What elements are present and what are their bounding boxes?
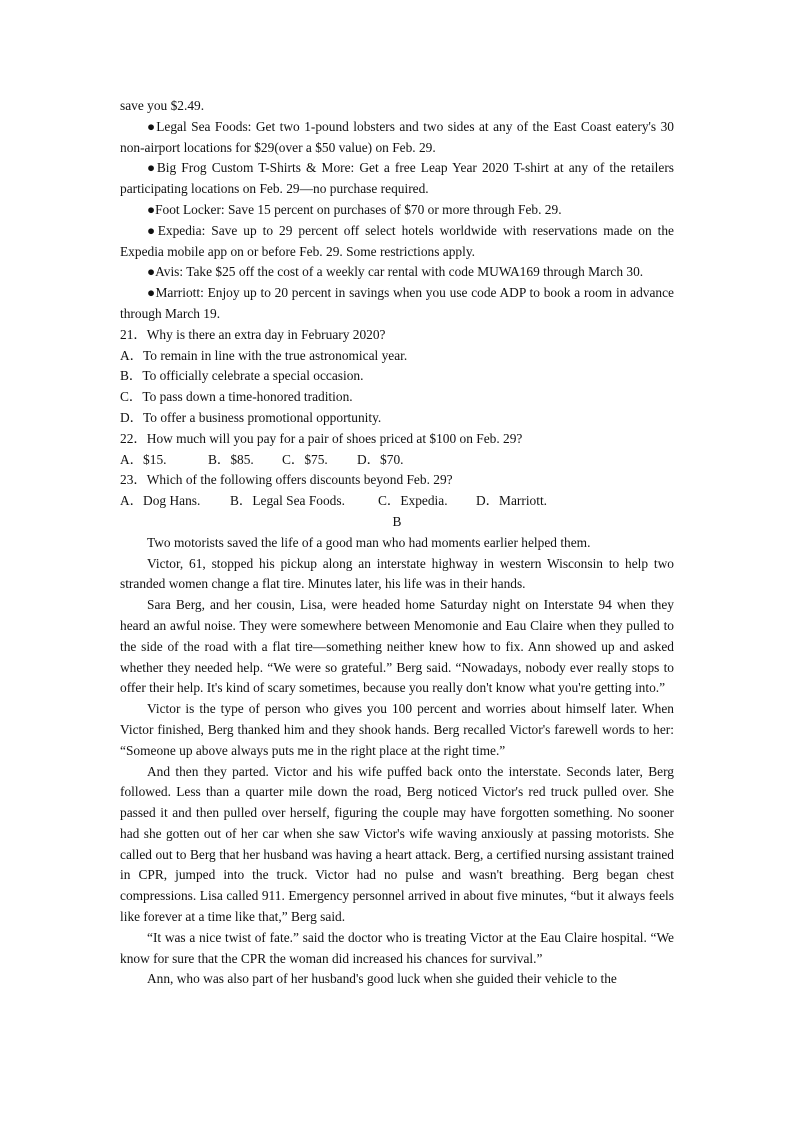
question-23-options bbox=[120, 491, 674, 512]
passage-paragraph: Ann, who was also part of her husband's good luck when she guided their vehicle to the bbox=[147, 971, 617, 987]
question-21-stem: 21．Why is there an extra day in February 2020? bbox=[120, 326, 386, 342]
passage-paragraph: Victor, 61, stopped his pickup along an interstate highway in western Wisconsin to help two stranded women change a flat tire. Minutes later, his life was in their hands. bbox=[120, 555, 674, 592]
section-b-heading: B bbox=[392, 513, 402, 529]
question-22-options bbox=[120, 450, 674, 471]
passage-paragraph: Victor is the type of person who gives you 100 percent and worries about himself later. When Victor finished, Berg thanked him and they shook hands. Berg recalled Victor's farewell words to her: “Someone up above always puts me in the right place at the right time.” bbox=[120, 701, 674, 758]
offer-legal-sea-foods: ●Legal Sea Foods: Get two 1-pound lobsters and two sides at any of the East Coast eatery's 30 non-airport locations for $29(over a $50 value) on Feb. 29. bbox=[120, 118, 674, 155]
passage-paragraph: Sara Berg, and her cousin, Lisa, were headed home Saturday night on Interstate 94 when they heard an awful noise. They were somewhere between Menomonie and Eau Claire when they pulled to the side of the road with a flat tire—something neither knew how to fix. Ann showed up and asked whether they needed help. “We were so grateful.” Berg said. “Nowadays, nobody ever really stops to offer their help. It's kind of scary sometimes, because you really don't know what you're getting into.” bbox=[120, 597, 674, 696]
question-23-option-c: C．Expedia. bbox=[378, 493, 448, 509]
passage-paragraph: Two motorists saved the life of a good man who had moments earlier helped them. bbox=[147, 534, 591, 550]
question-22-option-d: D．$70. bbox=[357, 451, 404, 467]
question-22-stem: 22．How much will you pay for a pair of shoes priced at $100 on Feb. 29? bbox=[120, 430, 523, 446]
question-23-stem: 23．Which of the following offers discounts beyond Feb. 29? bbox=[120, 472, 453, 488]
offer-big-frog: ●Big Frog Custom T-Shirts & More: Get a free Leap Year 2020 T-shirt at any of the retailers participating locations on Feb. 29—no purchase required. bbox=[120, 160, 674, 197]
question-21-option-d: D．To offer a business promotional opportunity. bbox=[120, 409, 382, 425]
offer-foot-locker: ●Foot Locker: Save 15 percent on purchases of $70 or more through Feb. 29. bbox=[147, 201, 562, 217]
question-21-option-b: B．To officially celebrate a special occasion. bbox=[120, 368, 364, 384]
question-22-option-c: C．$75. bbox=[282, 451, 328, 467]
question-22-option-a: A．$15. bbox=[120, 451, 167, 467]
lead-line: save you $2.49. bbox=[120, 98, 205, 113]
question-23-option-d: D．Marriott. bbox=[476, 493, 548, 509]
offer-marriott: ●Marriott: Enjoy up to 20 percent in savings when you use code ADP to book a room in advance through March 19. bbox=[120, 285, 674, 321]
offer-avis: ●Avis: Take $25 off the cost of a weekly car rental with code MUWA169 through March 30. bbox=[147, 264, 644, 280]
passage-paragraph: “It was a nice twist of fate.” said the doctor who is treating Victor at the Eau Claire hospital. “We know for sure that the CPR the woman did increased his chances for survival.” bbox=[120, 929, 674, 966]
question-22-option-b: B．$85. bbox=[208, 451, 254, 467]
question-23-option-a: A．Dog Hans. bbox=[120, 493, 201, 509]
document-page bbox=[120, 96, 674, 990]
passage-paragraph: And then they parted. Victor and his wife puffed back onto the interstate. Seconds later, Berg followed. Less than a quarter mile down the road, Berg noticed Victor's red truck pulled over. She passed it and then pulled over herself, figuring the couple may have forgotten something. No sooner had she gotten out of her car when she saw Victor's wife waving anxiously at passing motorists. She called out to Berg that her husband was having a heart attack. Berg, a certified nursing assistant trained in CPR, jumped into the truck. Victor had no pulse and wasn't breathing. Berg began chest compressions. Lisa called 911. Emergency personnel arrived in about five minutes, “but it always feels like forever at a time like that,” Berg said. bbox=[120, 763, 674, 925]
question-21-option-c: C．To pass down a time-honored tradition. bbox=[120, 389, 353, 405]
offer-expedia: ●Expedia: Save up to 29 percent off select hotels worldwide with reservations made on the Expedia mobile app on or before Feb. 29. Some restrictions apply. bbox=[120, 222, 674, 259]
question-21-option-a: A．To remain in line with the true astronomical year. bbox=[120, 347, 408, 363]
question-23-option-b: B．Legal Sea Foods. bbox=[230, 493, 345, 509]
